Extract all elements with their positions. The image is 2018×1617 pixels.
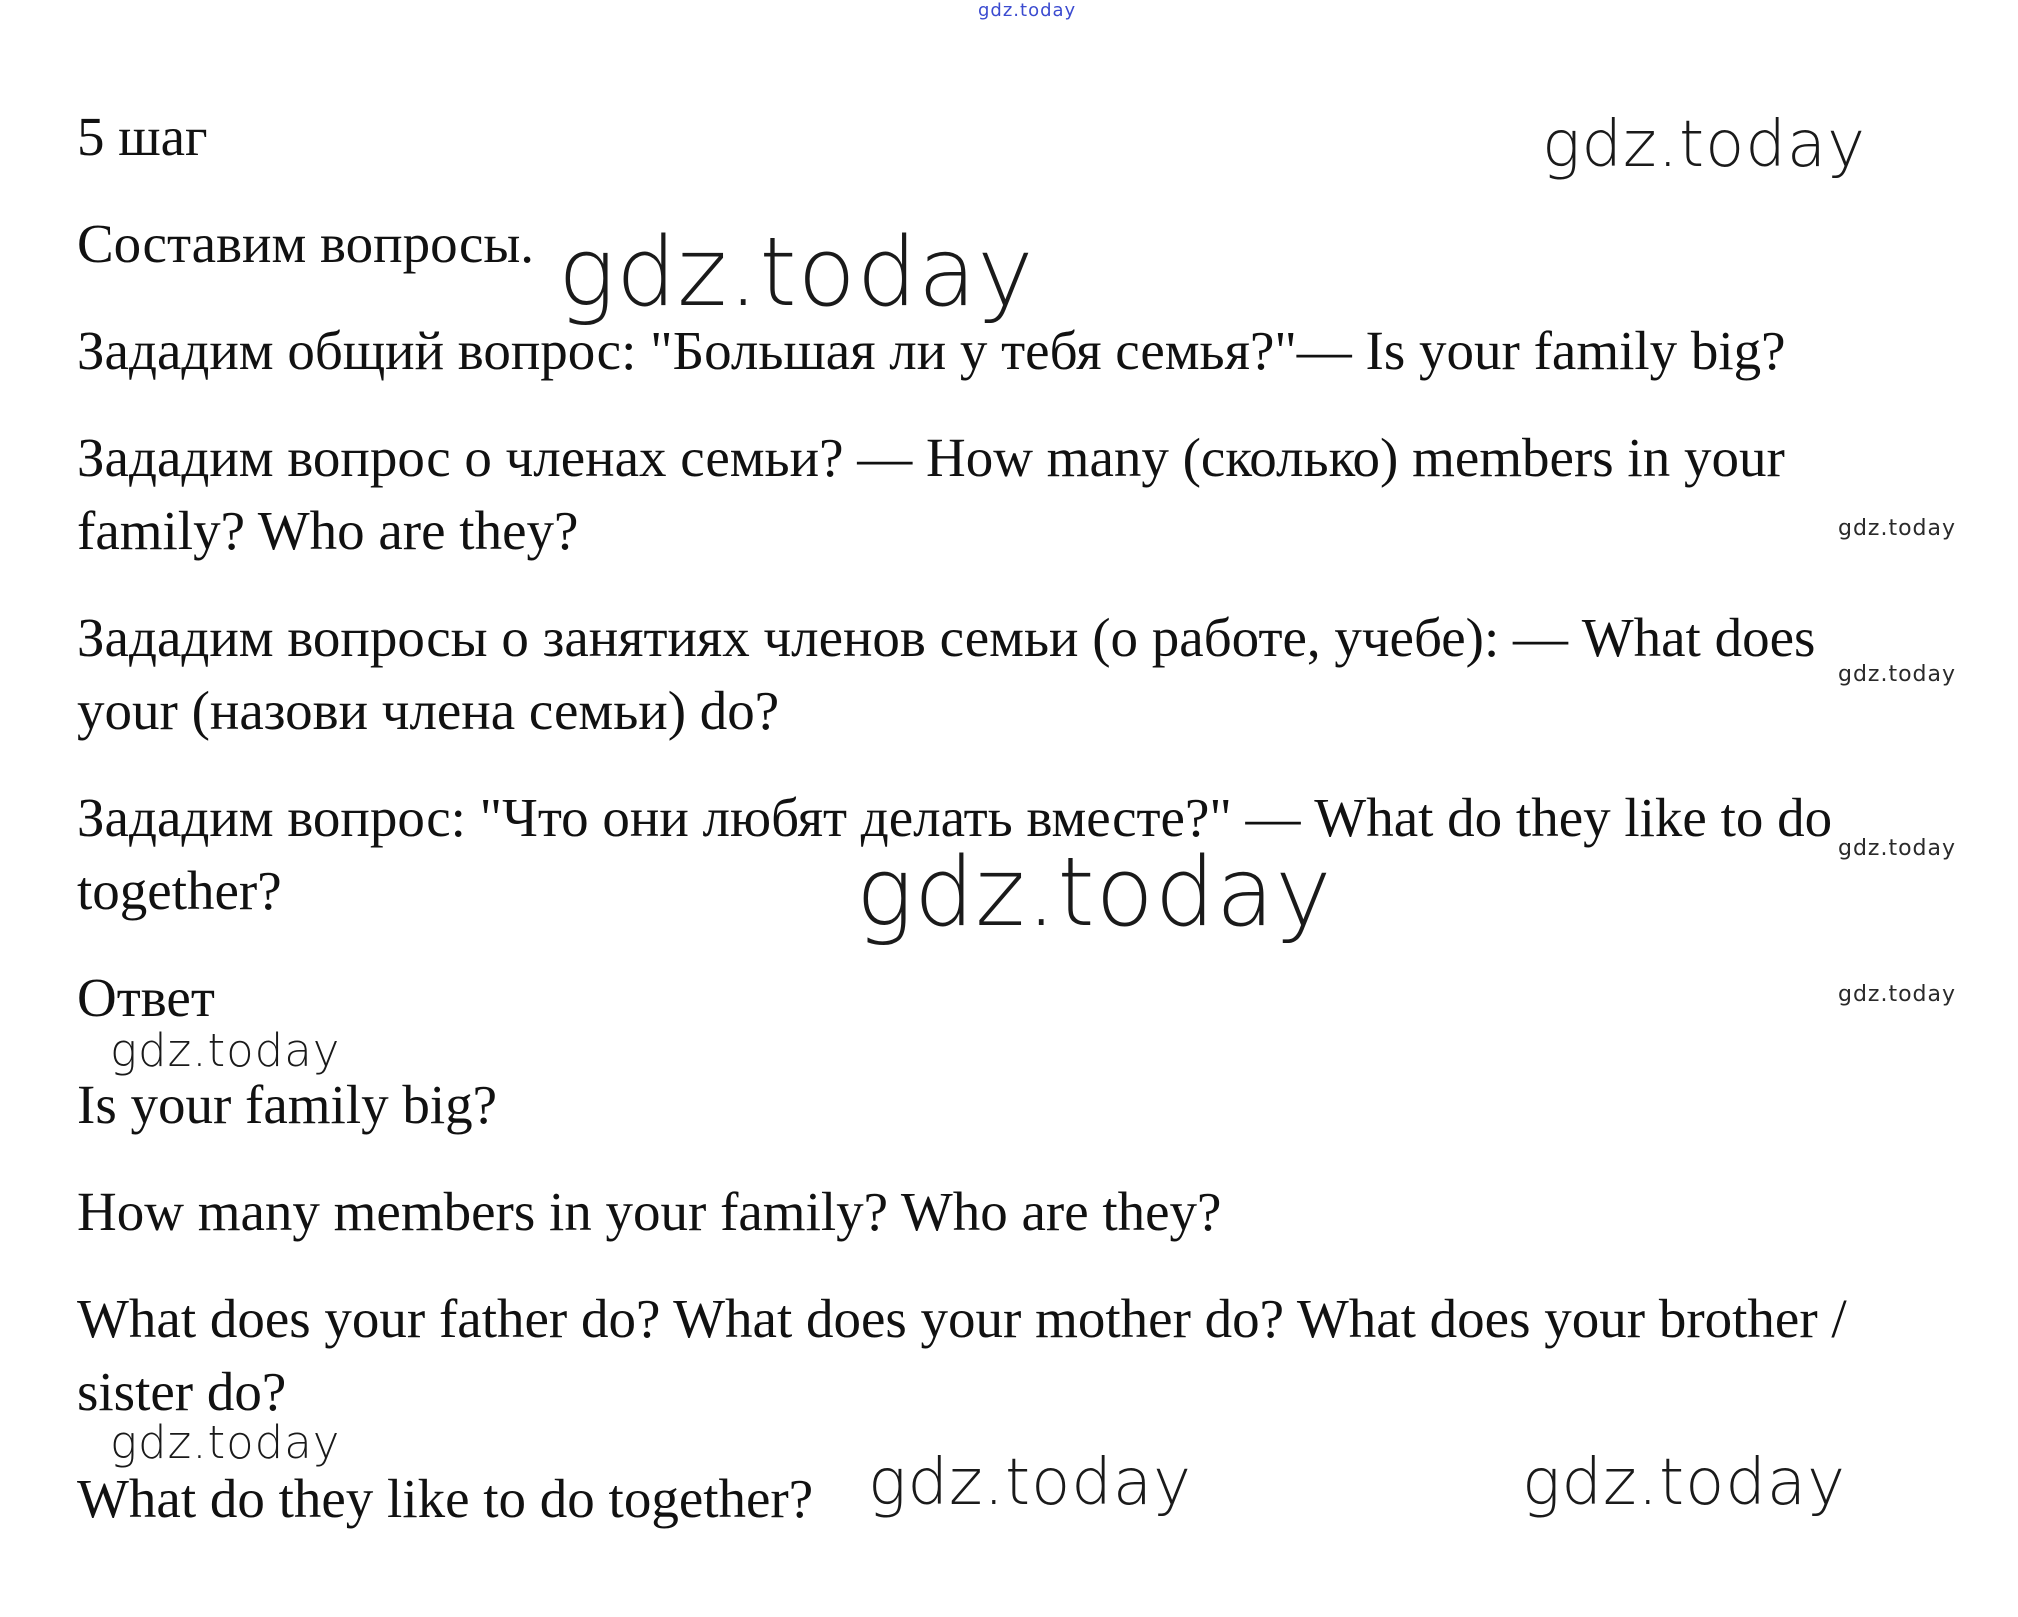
watermark: gdz.today	[1838, 516, 1957, 541]
watermark: gdz.today	[1522, 1446, 1846, 1520]
answer-line: How many members in your family? Who are they?	[77, 1181, 1222, 1242]
paragraph-line: family? Who are they?	[77, 500, 579, 561]
answer-line: Is your family big?	[77, 1074, 498, 1135]
watermark: gdz.today	[1542, 108, 1866, 182]
paragraph-line: Зададим общий вопрос: "Большая ли у тебя семья?"— Is your family big?	[77, 320, 1786, 381]
paragraph-line: Зададим вопросы о занятиях членов семьи (о работе, учебе): — What does	[77, 607, 1816, 668]
header-watermark: gdz.today	[978, 0, 1077, 21]
watermark: gdz.today	[1838, 982, 1957, 1007]
paragraph-line: Составим вопросы.	[77, 213, 535, 274]
watermark: gdz.today	[868, 1446, 1192, 1520]
watermark: gdz.today	[1838, 662, 1957, 687]
watermark: gdz.today	[1838, 836, 1957, 861]
watermark: gdz.today	[110, 1416, 341, 1469]
answer-line: What do they like to do together?	[77, 1468, 814, 1529]
paragraph-line: Зададим вопрос о членах семьи? — How many (сколько) members in your	[77, 427, 1785, 488]
watermark: gdz.today	[558, 218, 1035, 328]
paragraph-line: your (назови члена семьи) do?	[77, 680, 780, 741]
watermark: gdz.today	[110, 1024, 341, 1077]
answer-heading: Ответ	[77, 967, 215, 1028]
step-title: 5 шаг	[77, 106, 208, 167]
paragraph-line: together?	[77, 860, 282, 921]
watermark: gdz.today	[856, 838, 1333, 948]
paragraph-line: Зададим вопрос: "Что они любят делать вместе?" — What do they like to do	[77, 787, 1833, 848]
answer-line: What does your father do? What does your mother do? What does your brother /	[77, 1288, 1847, 1349]
answer-line: sister do?	[77, 1361, 287, 1422]
